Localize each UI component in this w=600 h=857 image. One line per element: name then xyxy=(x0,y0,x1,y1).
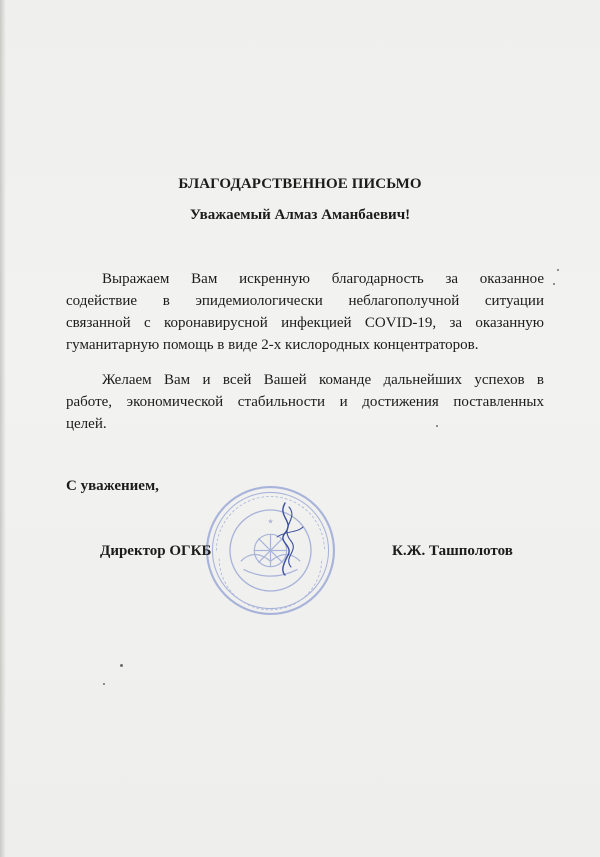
paragraph-line: содействие в эпидемиологически неблагополучной ситуации xyxy=(66,293,544,309)
paragraph-line: Выражаем Вам искренную благодарность за оказанное xyxy=(102,271,544,287)
signature-icon xyxy=(255,497,315,577)
signatory-name: К.Ж. Ташполотов xyxy=(392,543,513,559)
salutation: Уважаемый Алмаз Аманбаевич! xyxy=(189,207,411,223)
paragraph-wishes xyxy=(66,369,544,435)
svg-text:★: ★ xyxy=(267,517,274,526)
scan-speck xyxy=(436,425,438,427)
paragraph-line: Желаем Вам и всей Вашей команде дальнейших успехов в xyxy=(102,372,544,388)
closing-phrase: С уважением, xyxy=(66,478,159,494)
scan-speck xyxy=(553,283,555,285)
scan-speck xyxy=(120,664,123,667)
scan-speck xyxy=(103,683,105,685)
scan-speck xyxy=(557,269,559,271)
paragraph-line: работе, экономической стабильности и достижения поставленных xyxy=(66,394,544,410)
signatory-position: Директор ОГКБ xyxy=(100,543,212,559)
paragraph-line: целей. xyxy=(66,416,107,432)
paragraph-line: связанной с коронавирусной инфекцией COVID-19, за оказанную xyxy=(66,315,544,331)
paragraph-gratitude xyxy=(66,268,544,356)
scan-edge-shadow xyxy=(0,0,6,857)
letter-title: БЛАГОДАРСТВЕННОЕ ПИСЬМО xyxy=(178,176,422,192)
paragraph-line: гуманитарную помощь в виде 2-х кислородных концентраторов. xyxy=(66,337,479,353)
